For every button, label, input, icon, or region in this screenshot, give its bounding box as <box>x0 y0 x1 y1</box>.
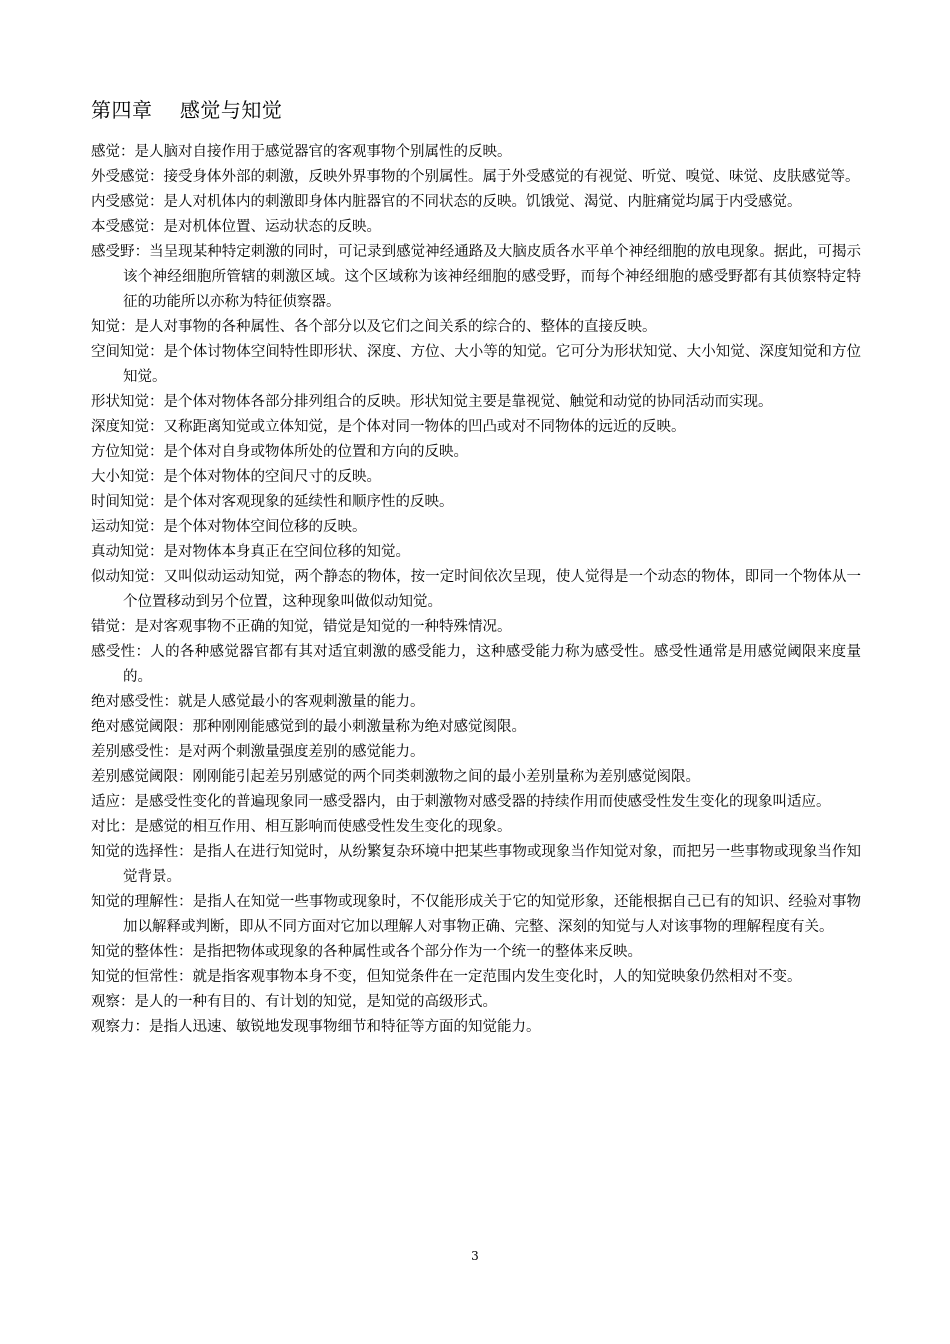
definition-entry: 形状知觉：是个体对物体各部分排列组合的反映。形状知觉主要是靠视觉、触觉和动觉的协同活动而实现。 <box>91 394 773 410</box>
definition-entry: 错觉：是对客观事物不正确的知觉，错觉是知觉的一种特殊情况。 <box>91 619 512 635</box>
definition-entry: 知觉的理解性：是指人在知觉一些事物或现象时，不仅能形成关于它的知觉形象，还能根据自己已有的知识、经验对事物加以解释或判断，即从不同方面对它加以理解人对事物正确、完整、深刻的知觉与人对该事物的理解程度有关。 <box>91 894 861 935</box>
definition-entry: 深度知觉：又称距离知觉或立体知觉，是个体对同一物体的凹凸或对不同物体的远近的反映。 <box>91 419 686 435</box>
definition-entry: 绝对感受性：就是人感觉最小的客观刺激量的能力。 <box>91 694 425 710</box>
definition-entry: 空间知觉：是个体讨物体空间特性即形状、深度、方位、大小等的知觉。它可分为形状知觉、大小知觉、深度知觉和方位知觉。 <box>91 344 861 385</box>
chapter-title: 第四章 感觉与知觉 <box>91 98 283 122</box>
definition-entry: 时间知觉：是个体对客观现象的延续性和顺序性的反映。 <box>91 494 454 510</box>
definition-entry: 方位知觉：是个体对自身或物体所处的位置和方向的反映。 <box>91 444 468 460</box>
definition-entry: 外受感觉：接受身体外部的刺激，反映外界事物的个别属性。属于外受感觉的有视觉、听觉、嗅觉、味觉、皮肤感觉等。 <box>91 169 860 185</box>
definition-entry: 绝对感觉阈限：那种刚刚能感觉到的最小刺激量称为绝对感觉阂限。 <box>91 719 526 735</box>
definition-entry: 适应：是感受性变化的普遍现象同一感受器内，由于刺激物对感受器的持续作用而使感受性发生变化的现象叫适应。 <box>91 794 831 810</box>
definitions-list <box>91 140 861 1040</box>
page-number: 3 <box>471 1249 479 1263</box>
definition-entry: 似动知觉：又叫似动运动知觉，两个静态的物体，按一定时间依次呈现，使人觉得是一个动态的物体，即同一个物体从一个位置移动到另个位置，这种现象叫做似动知觉。 <box>91 569 861 610</box>
definition-entry: 感受性：人的各种感觉器官都有其对适宜刺激的感受能力，这种感受能力称为感受性。感受性通常是用感觉阈限来度量的。 <box>91 644 861 685</box>
definition-entry: 知觉的整体性：是指把物体或现象的各种属性或各个部分作为一个统一的整体来反映。 <box>91 944 642 960</box>
definition-entry: 运动知觉：是个体对物体空间位移的反映。 <box>91 519 367 535</box>
definition-entry: 感觉：是人脑对自接作用于感觉器官的客观事物个别属性的反映。 <box>91 144 512 160</box>
definition-entry: 大小知觉：是个体对物体的空间尺寸的反映。 <box>91 469 381 485</box>
definition-entry: 差别感受性：是对两个刺激量强度差别的感觉能力。 <box>91 744 425 760</box>
definition-entry: 观察：是人的一种有目的、有计划的知觉，是知觉的高级形式。 <box>91 994 497 1010</box>
definition-entry: 真动知觉：是对物体本身真正在空间位移的知觉。 <box>91 544 410 560</box>
definition-entry: 对比：是感觉的相互作用、相互影响而使感受性发生变化的现象。 <box>91 819 512 835</box>
definition-entry: 感受野：当呈现某种特定刺激的同时，可记录到感觉神经通路及大脑皮质各水平单个神经细胞的放电现象。据此，可揭示该个神经细胞所管辖的刺激区域。这个区域称为该神经细胞的感受野，而每个神经细胞的感受野都有其侦察特定特征的功能所以亦称为特征侦察器。 <box>91 244 861 310</box>
definition-entry: 观察力：是指人迅速、敏锐地发现事物细节和特征等方面的知觉能力。 <box>91 1019 541 1035</box>
definition-entry: 知觉的选择性：是指人在进行知觉时，从纷繁复杂环境中把某些事物或现象当作知觉对象，而把另一些事物或现象当作知觉背景。 <box>91 844 861 885</box>
definition-entry: 知觉的恒常性：就是指客观事物本身不变，但知觉条件在一定范围内发生变化时，人的知觉映象仍然相对不变。 <box>91 969 802 985</box>
definition-entry: 本受感觉：是对机体位置、运动状态的反映。 <box>91 219 381 235</box>
definition-entry: 内受感觉：是人对机体内的刺激即身体内脏器官的不同状态的反映。饥饿觉、渴觉、内脏痛觉均属于内受感觉。 <box>91 194 802 210</box>
definition-entry: 差别感觉阈限：刚刚能引起差另别感觉的两个同类刺激物之间的最小差别量称为差别感觉阂限。 <box>91 769 700 785</box>
definition-entry: 知觉：是人对事物的各种属性、各个部分以及它们之间关系的综合的、整体的直接反映。 <box>91 319 657 335</box>
